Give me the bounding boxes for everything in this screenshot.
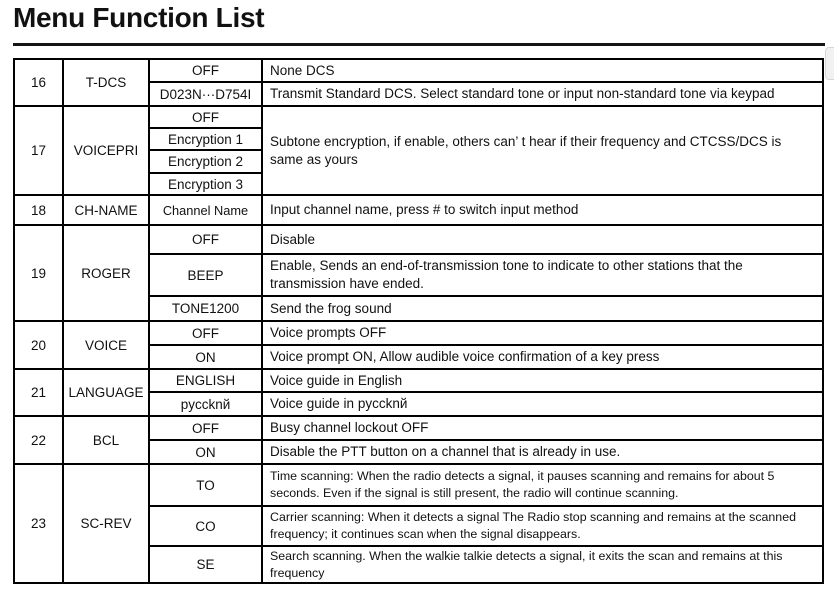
- menu-number-cell: 18: [14, 195, 63, 225]
- table-row: [14, 106, 823, 128]
- description-cell: Busy channel lockout OFF: [262, 416, 823, 440]
- menu-number-cell: 22: [14, 416, 63, 464]
- table-row: [14, 464, 823, 506]
- description-cell: Voice prompt ON, Allow audible voice confirmation of a key press: [262, 345, 823, 369]
- menu-name-cell: T-DCS: [63, 59, 149, 106]
- option-cell: ON: [149, 440, 262, 464]
- menu-name-cell: VOICEPRI: [63, 106, 149, 195]
- menu-name-cell: ROGER: [63, 225, 149, 321]
- menu-number-cell: 19: [14, 225, 63, 321]
- menu-number-cell: 17: [14, 106, 63, 195]
- description-cell: Search scanning. When the walkie talkie detects a signal, it exits the scan and remains at this frequency: [262, 546, 823, 583]
- option-cell: OFF: [149, 416, 262, 440]
- description-cell: Transmit Standard DCS. Select standard tone or input non-standard tone via keypad: [262, 82, 823, 106]
- option-cell: Channel Name: [149, 195, 262, 225]
- menu-name-cell: SC-REV: [63, 464, 149, 583]
- option-cell: TO: [149, 464, 262, 506]
- description-cell: Subtone encryption, if enable, others can’ t hear if their frequency and CTCSS/DCS is same as yours: [262, 106, 823, 195]
- option-cell: ON: [149, 345, 262, 369]
- menu-name-cell: LANGUAGE: [63, 369, 149, 416]
- option-cell: OFF: [149, 321, 262, 345]
- table-row: [14, 195, 823, 225]
- menu-number-cell: 21: [14, 369, 63, 416]
- description-cell: Voice prompts OFF: [262, 321, 823, 345]
- menu-number-cell: 20: [14, 321, 63, 369]
- table-row: [14, 369, 823, 392]
- option-cell: D023N···D754I: [149, 82, 262, 106]
- option-cell: ENGLISH: [149, 369, 262, 392]
- menu-number-cell: 16: [14, 59, 63, 106]
- option-cell: Encryption 2: [149, 150, 262, 173]
- option-cell: Encryption 1: [149, 128, 262, 150]
- menu-name-cell: VOICE: [63, 321, 149, 369]
- title-rule: [13, 43, 825, 46]
- description-cell: Input channel name, press # to switch input method: [262, 195, 823, 225]
- table-row: [14, 59, 823, 82]
- option-cell: CO: [149, 506, 262, 546]
- option-cell: TONE1200: [149, 296, 262, 321]
- description-cell: Send the frog sound: [262, 296, 823, 321]
- option-cell: OFF: [149, 225, 262, 254]
- description-cell: Carrier scanning: When it detects a signal The Radio stop scanning and remains at the scanned frequency; it continues scan when the signal disappears.: [262, 506, 823, 546]
- description-cell: Voice guide in pyccknй: [262, 392, 823, 416]
- description-cell: Disable: [262, 225, 823, 254]
- option-cell: Encryption 3: [149, 173, 262, 195]
- description-cell: None DCS: [262, 59, 823, 82]
- menu-name-cell: CH-NAME: [63, 195, 149, 225]
- menu-name-cell: BCL: [63, 416, 149, 464]
- scrollbar-thumb[interactable]: [825, 47, 834, 80]
- page-title: Menu Function List: [13, 2, 265, 33]
- option-cell: SE: [149, 546, 262, 583]
- option-cell: pyccknй: [149, 392, 262, 416]
- table-row: [14, 321, 823, 345]
- menu-function-table: [13, 58, 824, 584]
- option-cell: BEEP: [149, 254, 262, 296]
- table-row: [14, 416, 823, 440]
- description-cell: Voice guide in English: [262, 369, 823, 392]
- description-cell: Time scanning: When the radio detects a signal, it pauses scanning and remains for about 5 seconds. Even if the signal is still present, the radio will continue scanning.: [262, 464, 823, 506]
- menu-number-cell: 23: [14, 464, 63, 583]
- table-row: [14, 225, 823, 254]
- description-cell: Disable the PTT button on a channel that is already in use.: [262, 440, 823, 464]
- description-cell: Enable, Sends an end-of-transmission tone to indicate to other stations that the transmission have ended.: [262, 254, 823, 296]
- option-cell: OFF: [149, 59, 262, 82]
- option-cell: OFF: [149, 106, 262, 128]
